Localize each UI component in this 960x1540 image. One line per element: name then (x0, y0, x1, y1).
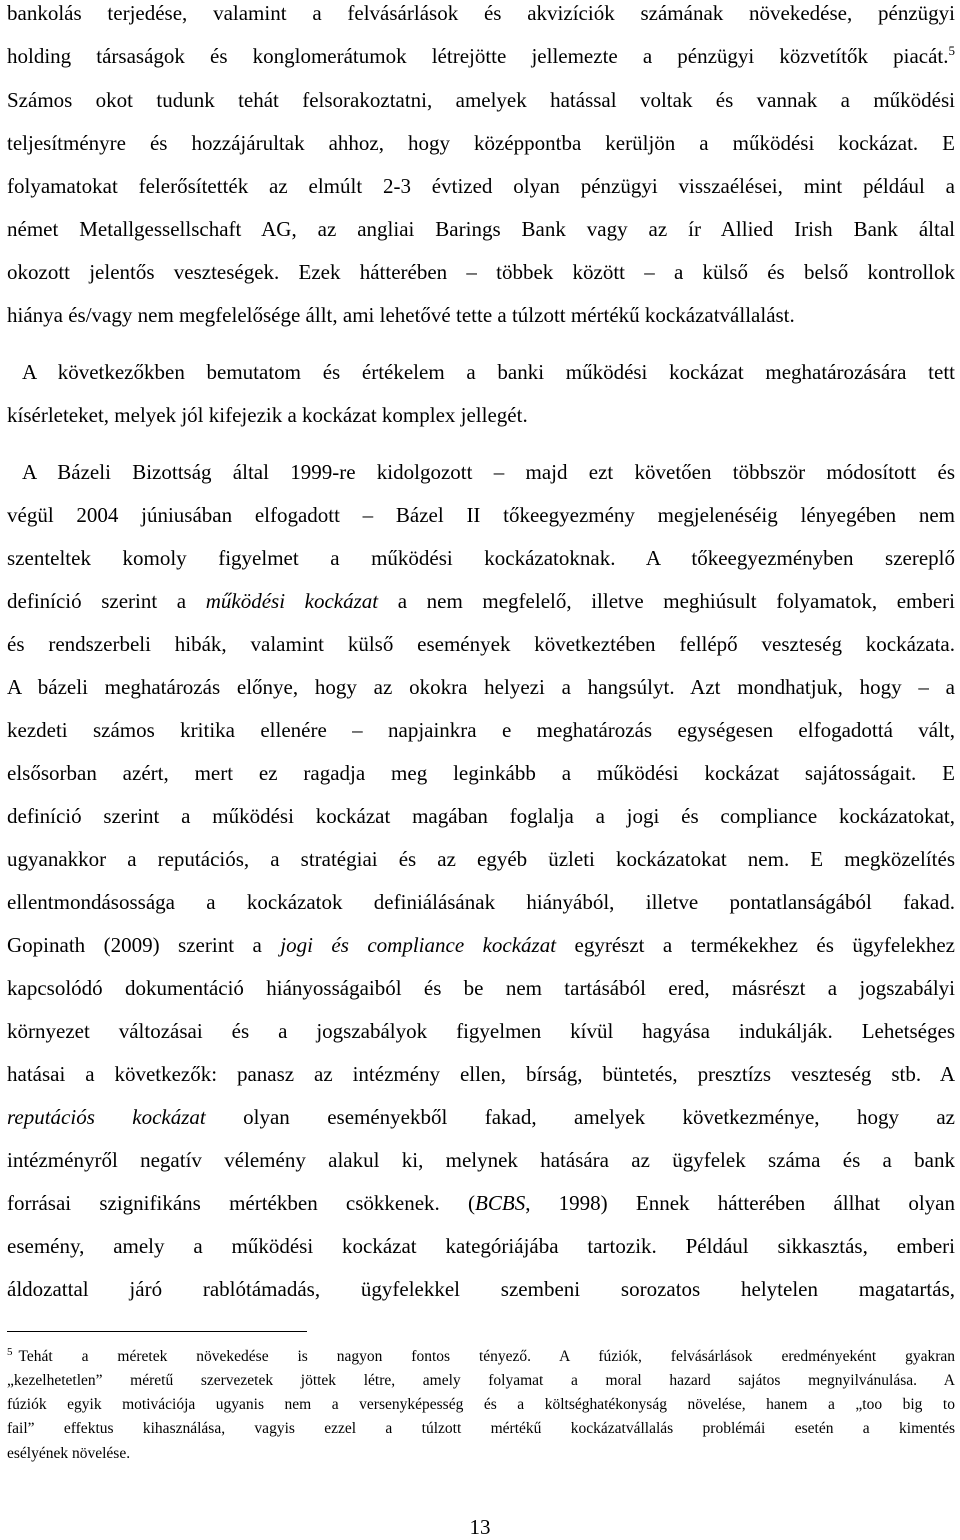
italic-term: működési kockázat (205, 589, 379, 613)
text-segment: áldozattal járó rablótámadás, ügyfelekkel szembeni sorozatos helytelen magatartás, (7, 1277, 955, 1301)
text-segment: a nem megfelelő, illetve meghiúsult folyamatok, emberi (378, 589, 955, 613)
text-line (7, 674, 955, 700)
text-line (7, 975, 955, 1001)
text-segment: hatásai a következők: panasz az intézmény ellen, bírság, büntetés, presztízs veszteség stb. A (7, 1062, 955, 1086)
footnote-line (7, 1444, 955, 1463)
text-segment: A Bázeli Bizottság által 1999-re kidolgozott – majd ezt követően többször módosított és (22, 460, 955, 484)
text-line (7, 259, 955, 285)
text-segment: definíció szerint a (7, 589, 206, 613)
text-line (7, 631, 955, 657)
text-segment: esemény, amely a működési kockázat kategóriájába tartozik. Például sikkasztás, emberi (7, 1234, 955, 1258)
text-line (7, 1018, 955, 1044)
footnote-number: 5 (7, 1345, 13, 1358)
text-line (7, 502, 955, 528)
text-segment: ugyanakkor a reputációs, a stratégiai és az egyéb üzleti kockázatokat nem. E megközelítés (7, 847, 955, 871)
text-segment: A következőkben bemutatom és értékelem a banki működési kockázat meghatározására tett (22, 360, 955, 384)
text-line (7, 216, 955, 242)
page-number: 13 (469, 1515, 491, 1539)
footnote-text: Tehát a méretek növekedése is nagyon fontos tényező. A fúziók, felvásárlások eredményeként gyakran (18, 1348, 955, 1365)
footnote-divider (7, 1331, 307, 1332)
italic-term: jogi és compliance kockázat (280, 933, 557, 957)
text-line (7, 846, 955, 872)
text-line (7, 130, 955, 156)
text-segment: egyrészt a termékekhez és ügyfelekhez (556, 933, 955, 957)
text-segment: kapcsolódó dokumentáció hiányosságaiból és be nem tartásából ered, másrészt a jogszabályi (7, 976, 955, 1000)
text-segment: Gopinath (2009) szerint a (7, 933, 281, 957)
text-segment: kezdeti számos kritika ellenére – napjainkra e meghatározás egységesen elfogadottá vált, (7, 718, 955, 742)
text-segment: szenteltek komoly figyelmet a működési kockázatoknak. A tőkeegyezményben szereplő (7, 546, 955, 570)
footnote-text: fúziók egyik motivációja ugyanis nem a versenyképesség és a költséghatékonyság növelése, hanem a „too big to (7, 1396, 955, 1413)
text-segment: A bázeli meghatározás előnye, hogy az okokra helyezi a hangsúlyt. Azt mondhatjuk, hogy – a (7, 675, 955, 699)
text-line (7, 87, 955, 113)
text-segment: Számos okot tudunk tehát felsorakoztatni, amelyek hatással voltak és vannak a működési (7, 88, 955, 112)
text-segment: intézményről negatív vélemény alakul ki, melynek hatására az ügyfelek száma és a bank (7, 1148, 955, 1172)
text-line (7, 1190, 955, 1216)
text-line (7, 302, 955, 328)
text-line (7, 545, 955, 571)
text-segment: olyan eseményekből fakad, amelyek következménye, hogy az (205, 1105, 955, 1129)
footnote-line (7, 1347, 955, 1366)
text-line (7, 1147, 955, 1173)
text-segment: definíció szerint a működési kockázat magában foglalja a jogi és compliance kockázatokat, (7, 804, 955, 828)
text-segment: folyamatokat felerősítették az elmúlt 2-3 évtized olyan pénzügyi visszaélései, mint például a (7, 174, 955, 198)
text-line (7, 717, 955, 743)
footnote-text: fail” effektus kihasználása, vagyis ezzel a túlzott mértékű kockázatvállalás problémái esetén a kimentés (7, 1420, 955, 1437)
text-line (7, 803, 955, 829)
text-line (7, 760, 955, 786)
text-segment: forrásai szignifikáns mértékben csökkenek. ( (7, 1191, 476, 1215)
text-line (7, 173, 955, 199)
text-segment: , 1998) Ennek hátterében állhat olyan (525, 1191, 955, 1215)
text-line (7, 932, 955, 958)
italic-term: reputációs kockázat (7, 1105, 206, 1129)
footnote-line (7, 1395, 955, 1414)
text-segment: német Metallgessellschaft AG, az angliai Barings Bank vagy az ír Allied Irish Bank által (7, 217, 955, 241)
text-segment: teljesítményre és hozzájárultak ahhoz, hogy középpontba kerüljön a működési kockázat. E (7, 131, 955, 155)
text-line (7, 1104, 955, 1130)
text-line (7, 43, 955, 69)
text-line (7, 402, 955, 428)
footnote-line (7, 1371, 955, 1390)
text-line (7, 588, 955, 614)
text-segment: végül 2004 júniusában elfogadott – Bázel II tőkeegyezmény megjelenéséig lényegében nem (7, 503, 955, 527)
text-segment: kísérleteket, melyek jól kifejezik a kockázat komplex jellegét. (7, 403, 528, 427)
text-line (7, 459, 955, 485)
text-line (7, 889, 955, 915)
text-segment: holding társaságok és konglomerátumok létrejötte jellemezte a pénzügyi közvetítők piacát. (7, 44, 949, 68)
footnote-line (7, 1419, 955, 1438)
text-segment: és rendszerbeli hibák, valamint külső események következtében fellépő veszteség kockázata. (7, 632, 955, 656)
text-segment: elsősorban azért, mert ez ragadja meg leginkább a működési kockázat sajátosságait. E (7, 761, 955, 785)
text-segment: bankolás terjedése, valamint a felvásárlások és akvizíciók számának növekedése, pénzügyi (7, 1, 955, 25)
footnote-text: esélyének növelése. (7, 1445, 131, 1462)
text-line (7, 1061, 955, 1087)
text-segment: okozott jelentős veszteségek. Ezek hátterében – többek között – a külső és belső kontrollok (7, 260, 955, 284)
text-line (7, 1276, 955, 1302)
text-segment: ellentmondásossága a kockázatok definiálásának hiányából, illetve pontatlanságából fakad. (7, 890, 955, 914)
text-line (7, 0, 955, 26)
footnote-marker: 5 (948, 43, 955, 58)
text-segment: hiánya és/vagy nem megfelelősége állt, ami lehetővé tette a túlzott mértékű kockázatvállalást. (7, 303, 795, 327)
text-line (7, 1233, 955, 1259)
footnote-text: „kezelhetetlen” méretű szervezetek jöttek létre, amely folyamat a moral hazard sajátos megnyilvánulása. A (7, 1372, 955, 1389)
italic-term: BCBS (475, 1191, 526, 1215)
text-line (7, 359, 955, 385)
text-segment: környezet változásai és a jogszabályok figyelmen kívül hagyása indukálják. Lehetséges (7, 1019, 955, 1043)
